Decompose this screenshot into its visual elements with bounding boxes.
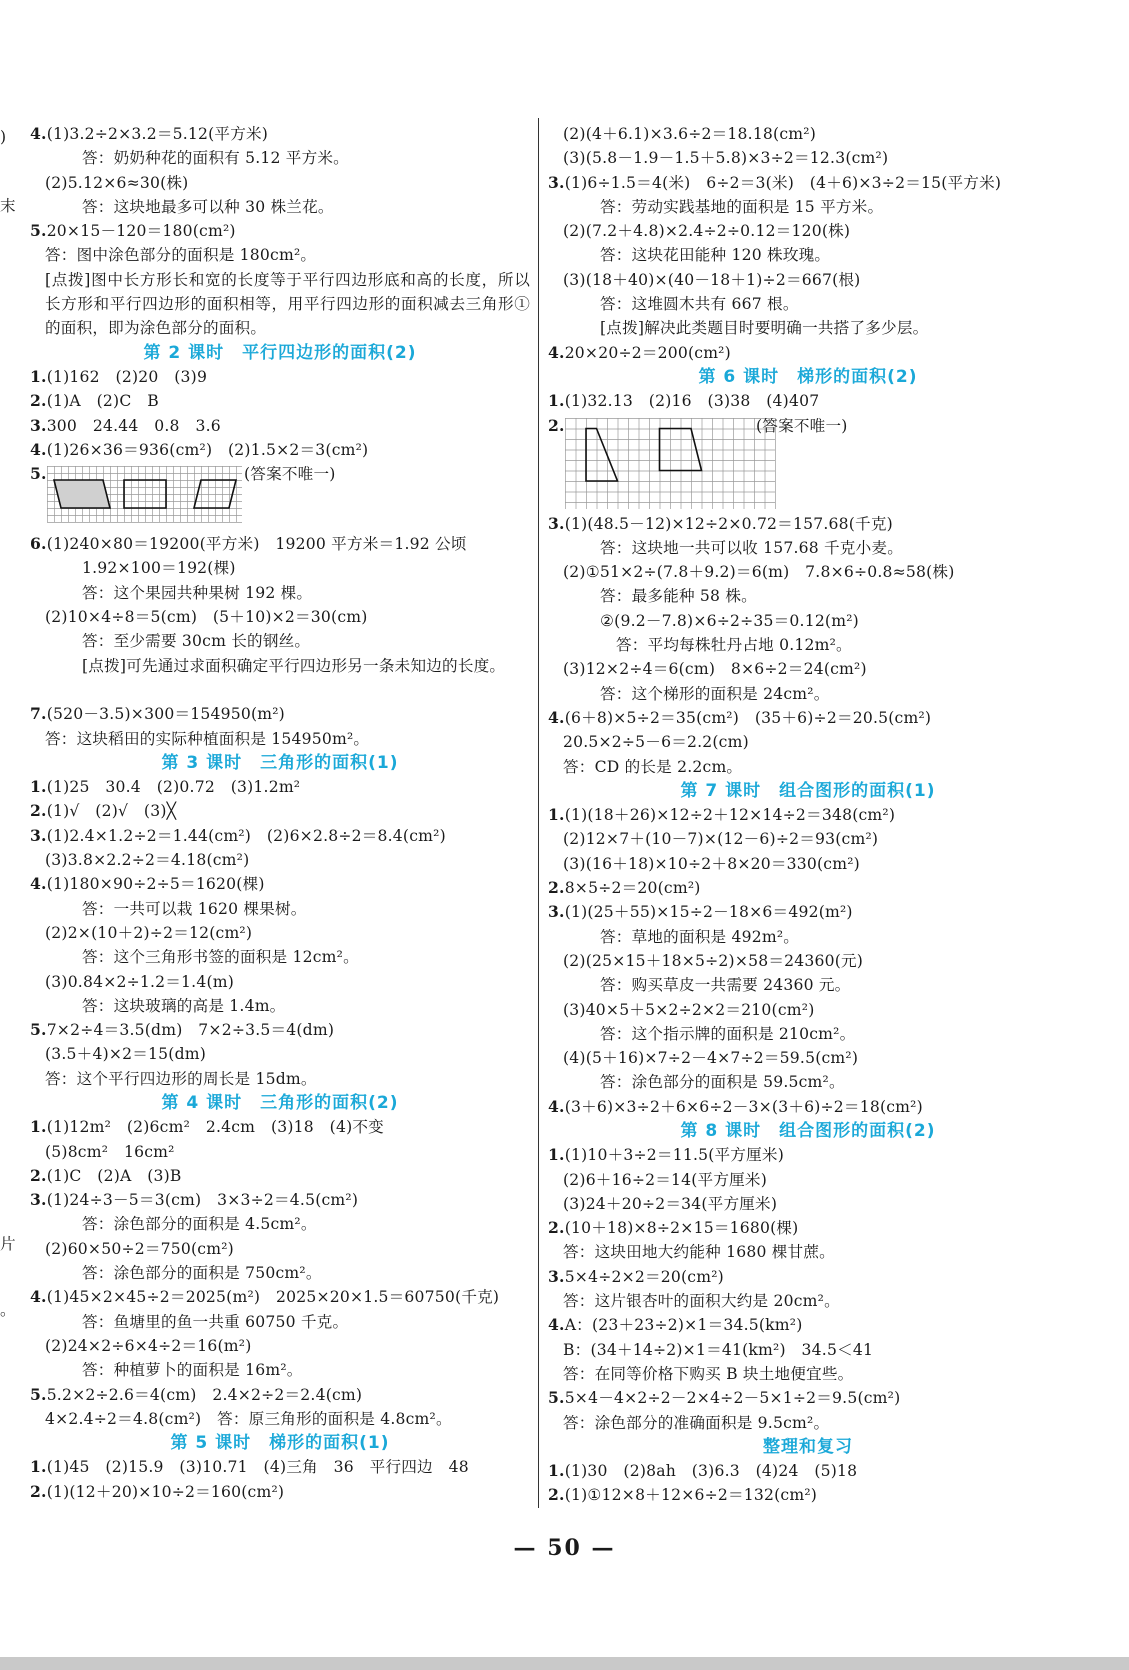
answer-line	[548, 1411, 1068, 1435]
answer-line	[30, 727, 530, 751]
answer-text: (1)A (2)C B	[46, 392, 159, 411]
answer-line	[548, 1070, 1068, 1094]
answer-text: 7×2÷4＝3.5(dm) 7×2÷3.5＝4(dm)	[46, 1021, 335, 1040]
answer-text: 答：这块田地大约能种 1680 棵甘蔗。	[563, 1243, 835, 1262]
answer-line	[30, 195, 530, 219]
answer-text: (1)C (2)A (3)B	[46, 1166, 182, 1185]
answer-line	[548, 1095, 1068, 1119]
answer-line	[548, 1022, 1068, 1046]
answer-line	[30, 1285, 530, 1309]
question-number: 2.	[30, 1481, 47, 1501]
page-number: — 50 —	[513, 1535, 616, 1561]
answer-text: (5)8cm² 16cm²	[45, 1142, 175, 1161]
answer-text: (1)12m² (2)6cm² 2.4cm (3)18 (4)不变	[46, 1118, 384, 1137]
answer-line	[548, 609, 1068, 633]
answer-line	[30, 848, 530, 872]
answer-line	[548, 1289, 1068, 1313]
answer-line	[30, 532, 530, 556]
answer-text: 答：草地的面积是 492m²。	[600, 927, 800, 946]
answer-text: 4×2.4÷2＝4.8(cm²) 答：原三角形的面积是 4.8cm²。	[45, 1409, 452, 1428]
question-number: 2.	[30, 1165, 47, 1185]
answer-line	[30, 365, 530, 389]
question-number: 4.	[30, 439, 47, 459]
section-heading: 第 7 课时 组合图形的面积(1)	[680, 780, 936, 801]
answer-line	[30, 1018, 530, 1042]
answer-text: (520－3.5)×300＝154950(m²)	[46, 705, 285, 724]
question-number: 3.	[30, 1190, 47, 1210]
answer-text: 答：劳动实践基地的面积是 15 平方米。	[600, 197, 884, 216]
right-column	[548, 122, 1068, 1508]
answer-line	[548, 1168, 1068, 1192]
left-edge-fragment-2: 末	[0, 197, 16, 215]
question-number: 4.	[548, 1096, 565, 1116]
answer-line	[548, 1143, 1068, 1167]
question-number: 4.	[548, 707, 565, 727]
answer-line	[548, 146, 1068, 170]
answer-text: (4)(5＋16)×7÷2－4×7÷2＝59.5(cm²)	[563, 1049, 859, 1068]
answer-line	[548, 389, 1068, 413]
answer-text: 答：这块地一共可以收 157.68 千克小麦。	[600, 538, 903, 557]
answer-text: 答：这堆圆木共有 667 根。	[600, 295, 799, 314]
answer-text: 20.5×2÷5－6＝2.2(cm)	[563, 733, 749, 752]
answer-line	[548, 219, 1068, 243]
answer-line	[548, 1459, 1068, 1483]
answer-text: 1.92×100＝192(棵)	[82, 559, 236, 578]
answer-line	[30, 1140, 530, 1164]
answer-text: (1)10＋3÷2＝11.5(平方厘米)	[564, 1146, 784, 1165]
answer-text: 答：最多能种 58 株。	[600, 587, 757, 606]
answer-line	[30, 389, 530, 413]
answer-text: (3)24＋20÷2＝34(平方厘米)	[563, 1194, 778, 1213]
question-number: 2.	[30, 391, 47, 411]
answer-line	[548, 1483, 1068, 1507]
parallelogram-grid-answer	[30, 462, 530, 532]
question-number: 3.	[30, 825, 47, 845]
question-number: 5.	[548, 1388, 565, 1408]
question-number: 4.	[30, 1287, 47, 1307]
question-number: 1.	[30, 1117, 47, 1137]
left-edge-fragment-3: 片	[0, 1235, 16, 1253]
answer-line	[30, 414, 530, 438]
answer-text: 答：这个指示牌的面积是 210cm²。	[600, 1024, 856, 1043]
answer-text: [点拨]解决此类题目时要明确一共搭了多少层。	[600, 319, 929, 338]
answer-line	[548, 195, 1068, 219]
question-number: 2.	[548, 878, 565, 898]
grid-drawing	[565, 418, 775, 509]
answer-text: 答：种植萝卜的面积是 16m²。	[82, 1361, 303, 1380]
trapezoid-isosceles	[660, 428, 702, 470]
answer-line	[548, 560, 1068, 584]
answer-text: (3)0.84×2÷1.2＝1.4(m)	[45, 972, 235, 991]
answer-text: (1)162 (2)20 (3)9	[46, 367, 208, 386]
answer-text: 8×5÷2＝20(cm²)	[564, 879, 701, 898]
section-heading: 第 5 课时 梯形的面积(1)	[170, 1433, 390, 1454]
answer-text: (3)12×2÷4＝6(cm) 8×6÷2＝24(cm²)	[563, 660, 867, 679]
section-heading: 第 2 课时 平行四边形的面积(2)	[143, 342, 417, 363]
answer-line	[548, 803, 1068, 827]
answer-text: [点拨]图中长方形长和宽的长度等于平行四边形底和高的长度，所以长方形和平行四边形的面积相等，用平行四边形的面积减去三角形①的面积，即为涂色部分的面积。	[45, 270, 530, 338]
answer-text: ②(9.2－7.8)×6÷2÷35＝0.12(m²)	[600, 611, 859, 630]
answer-line	[30, 219, 530, 243]
question-number: 3.	[548, 172, 565, 192]
answer-text: 答：这片银杏叶的面积大约是 20cm²。	[563, 1292, 840, 1311]
answer-text: (2)(4＋6.1)×3.6÷2＝18.18(cm²)	[563, 125, 816, 143]
left-column	[30, 122, 530, 1504]
left-edge-fragment-1: )	[0, 128, 7, 146]
answer-line	[30, 775, 530, 799]
question-number: 4.	[30, 124, 47, 143]
answer-text: (1)√ (2)√ (3)╳	[46, 802, 177, 821]
answer-line	[548, 341, 1068, 365]
answer-line	[548, 584, 1068, 608]
question-number: 4.	[548, 1315, 565, 1335]
answer-text: (1)6÷1.5＝4(米) 6÷2＝3(米) (4＋6)×3÷2＝15(平方米)	[564, 173, 1002, 192]
answer-text: [点拨]可先通过求面积确定平行四边形另一条未知边的长度。	[82, 656, 506, 675]
answer-line	[30, 1455, 530, 1479]
answer-line	[30, 146, 530, 170]
answer-text: (1)25 30.4 (2)0.72 (3)1.2m²	[46, 778, 301, 797]
answer-line	[548, 536, 1068, 560]
question-number: 3.	[548, 1266, 565, 1286]
answer-line	[30, 629, 530, 653]
answer-line	[30, 1042, 530, 1066]
answer-text: (3)(5.8－1.9－1.5＋5.8)×3÷2＝12.3(cm²)	[563, 149, 889, 168]
answer-text: 答：这个果园共种果树 192 棵。	[82, 583, 313, 602]
answer-line	[548, 1313, 1068, 1337]
answer-text: (3)40×5＋5×2÷2×2＝210(cm²)	[563, 1000, 815, 1019]
answer-line	[30, 171, 530, 195]
answer-text: 答：平均每株牡丹占地 0.12m²。	[616, 636, 852, 655]
section-heading: 第 3 课时 三角形的面积(1)	[161, 752, 399, 773]
question-number: 5.	[30, 1384, 47, 1404]
answer-text: A：(23＋23÷2)×1＝34.5(km²)	[564, 1316, 803, 1335]
answer-text: (1)180×90÷2÷5＝1620(棵)	[46, 875, 265, 894]
answer-text: (3)3.8×2.2÷2＝4.18(cm²)	[45, 851, 250, 870]
left-edge-fragment-4: 。	[0, 1301, 16, 1319]
answer-line	[548, 316, 1068, 340]
answer-line	[30, 1383, 530, 1407]
answer-text: 5×4－4×2÷2－2×4÷2－5×1÷2＝9.5(cm²)	[564, 1389, 901, 1408]
answer-line	[30, 243, 530, 267]
answer-text: (1)(12＋20)×10÷2＝160(cm²)	[46, 1482, 285, 1501]
answer-text: 答：这个梯形的面积是 24cm²。	[600, 684, 830, 703]
answer-text: (2)(25×15＋18×5÷2)×58＝24360(元)	[563, 951, 864, 970]
answer-line	[30, 994, 530, 1018]
answer-text: 答：涂色部分的面积是 59.5cm²。	[600, 1073, 845, 1092]
answer-line	[30, 1480, 530, 1504]
answer-line	[548, 998, 1068, 1022]
answer-line	[548, 852, 1068, 876]
answer-text: 答：图中涂色部分的面积是 180cm²。	[45, 246, 317, 265]
answer-text: 答：涂色部分的面积是 750cm²。	[82, 1264, 322, 1283]
question-number: 1.	[548, 1145, 565, 1165]
question-number: 2.	[548, 415, 565, 435]
answer-line	[548, 706, 1068, 730]
answer-line	[30, 556, 530, 580]
answer-line	[30, 581, 530, 605]
answer-line	[30, 1115, 530, 1139]
answer-line	[548, 1362, 1068, 1386]
answer-text: 答：购买草皮一共需要 24360 元。	[600, 976, 851, 995]
answer-text: (1)①12×8＋12×6÷2＝132(cm²)	[564, 1486, 818, 1505]
answer-line	[30, 1310, 530, 1334]
answer-text: (2)2×(10＋2)÷2＝12(cm²)	[45, 923, 253, 942]
question-number: 4.	[548, 342, 565, 362]
answer-text: 答：这个平行四边形的周长是 15dm。	[45, 1069, 317, 1088]
answer-text: 答：CD 的长是 2.2cm。	[563, 757, 743, 776]
answer-line	[548, 243, 1068, 267]
answer-text: 答：这块玻璃的高是 1.4m。	[82, 996, 286, 1015]
answer-line	[30, 1237, 530, 1261]
answer-text: (1)(48.5－12)×12÷2×0.72＝157.68(千克)	[564, 514, 893, 533]
column-divider	[538, 118, 539, 1508]
answer-text: (1)(25＋55)×15÷2－18×6＝492(m²)	[564, 903, 853, 922]
answer-note: (答案不唯一)	[244, 465, 336, 484]
answer-text: (3)(18＋40)×(40－18＋1)÷2＝667(根)	[563, 270, 861, 289]
answer-text: 5.2×2÷2.6＝4(cm) 2.4×2÷2＝2.4(cm)	[46, 1385, 363, 1404]
answer-text: 答：奶奶种花的面积有 5.12 平方米。	[82, 149, 349, 168]
answer-line	[30, 921, 530, 945]
answer-text: (2)60×50÷2＝750(cm²)	[45, 1239, 234, 1258]
answer-text: (2)12×7＋(10－7)×(12－6)÷2＝93(cm²)	[563, 830, 879, 849]
answer-text: 答：这个三角形书签的面积是 12cm²。	[82, 948, 359, 967]
answer-text: B：(34＋14÷2)×1＝41(km²) 34.5＜41	[563, 1340, 874, 1359]
answer-text: (2)(7.2＋4.8)×2.4÷2÷0.12＝120(株)	[563, 222, 851, 241]
answer-note: (答案不唯一)	[756, 416, 848, 435]
question-number: 6.	[30, 534, 47, 554]
question-number: 5.	[30, 1020, 47, 1040]
answer-text: 答：鱼塘里的鱼一共重 60750 千克。	[82, 1312, 349, 1331]
answer-line	[548, 755, 1068, 779]
hint-paragraph	[30, 268, 530, 341]
answer-text: 答：涂色部分的准确面积是 9.5cm²。	[563, 1413, 830, 1432]
answer-line	[548, 1216, 1068, 1240]
answer-text: (1)26×36＝936(cm²) (2)1.5×2＝3(cm²)	[46, 440, 369, 459]
answer-line	[548, 122, 1068, 146]
answer-line	[30, 799, 530, 823]
trapezoid-grid-answer	[548, 414, 1068, 512]
question-number: 3.	[548, 513, 565, 533]
answer-text: (1)24÷3－5＝3(cm) 3×3÷2＝4.5(cm²)	[46, 1191, 359, 1210]
answer-line	[30, 122, 530, 146]
answer-line	[30, 1164, 530, 1188]
answer-text: (1)30 (2)8ah (3)6.3 (4)24 (5)18	[564, 1462, 858, 1481]
answer-text: (2)①51×2÷(7.8＋9.2)＝6(m) 7.8×6÷0.8≈58(株)	[563, 563, 955, 582]
answer-line	[548, 1386, 1068, 1410]
answer-line	[30, 1334, 530, 1358]
answer-line	[548, 876, 1068, 900]
answer-line	[30, 897, 530, 921]
answer-line	[548, 827, 1068, 851]
answer-text: (2)5.12×6≈30(株)	[45, 173, 189, 192]
question-number: 2.	[548, 1218, 565, 1238]
answer-text: (3＋6)×3÷2＋6×6÷2－3×(3＋6)÷2＝18(cm²)	[564, 1097, 923, 1116]
answer-line	[548, 925, 1068, 949]
question-number: 3.	[548, 902, 565, 922]
answer-text: (2)10×4÷8＝5(cm) (5＋10)×2＝30(cm)	[45, 608, 368, 627]
answer-text: 答：在同等价格下购买 B 块土地便宜些。	[563, 1364, 854, 1383]
question-number: 5.	[30, 221, 47, 241]
answer-text: 答：至少需要 30cm 长的钢丝。	[82, 632, 311, 651]
answer-text: (1)32.13 (2)16 (3)38 (4)407	[564, 392, 820, 411]
answer-text: 答：一共可以栽 1620 棵果树。	[82, 899, 307, 918]
hint-paragraph	[30, 654, 530, 703]
answer-line	[30, 1261, 530, 1285]
answer-line	[548, 292, 1068, 316]
question-number: 1.	[548, 1461, 565, 1481]
answer-line	[30, 1407, 530, 1431]
question-number: 3.	[30, 415, 47, 435]
answer-line	[30, 605, 530, 629]
section-heading: 第 8 课时 组合图形的面积(2)	[680, 1120, 936, 1141]
answer-line	[548, 633, 1068, 657]
answer-line	[548, 1338, 1068, 1362]
answer-line	[548, 973, 1068, 997]
question-number: 1.	[30, 366, 47, 386]
answer-line	[548, 657, 1068, 681]
answer-text: (1)45 (2)15.9 (3)10.71 (4)三角 36 平行四边 48	[46, 1458, 469, 1477]
answer-line	[30, 438, 530, 462]
answer-line	[548, 171, 1068, 195]
answer-line	[548, 1192, 1068, 1216]
answer-line	[30, 1358, 530, 1382]
answer-line	[548, 1265, 1068, 1289]
answer-text: (3)(16＋18)×10÷2＋8×20＝330(cm²)	[563, 854, 860, 873]
answer-line	[30, 1212, 530, 1236]
grid-drawing	[47, 466, 242, 522]
answer-line	[548, 949, 1068, 973]
answer-text: (2)24×2÷6×4÷2＝16(m²)	[45, 1336, 252, 1355]
answer-text: 300 24.44 0.8 3.6	[46, 416, 221, 435]
bottom-scan-edge	[0, 1657, 1129, 1670]
answer-line	[548, 730, 1068, 754]
answer-text: (6＋8)×5÷2＝35(cm²) (35＋6)÷2＝20.5(cm²)	[564, 708, 932, 727]
section-heading: 第 4 课时 三角形的面积(2)	[161, 1092, 399, 1113]
trapezoid-right-angle	[586, 428, 618, 481]
answer-text: 20×20÷2＝200(cm²)	[564, 343, 731, 362]
answer-line	[548, 900, 1068, 924]
question-number: 1.	[548, 391, 565, 411]
answer-text: 5×4÷2×2＝20(cm²)	[564, 1267, 724, 1286]
question-number: 4.	[30, 874, 47, 894]
question-number: 2.	[548, 1485, 565, 1505]
answer-text: 答：这块稻田的实际种植面积是 154950m²。	[45, 729, 370, 748]
answer-line	[30, 1067, 530, 1091]
answer-line	[548, 512, 1068, 536]
answer-text: (1)3.2÷2×3.2＝5.12(平方米)	[46, 125, 269, 143]
shaded-parallelogram	[54, 480, 110, 508]
answer-text: 答：这块花田能种 120 株玫瑰。	[600, 246, 831, 265]
section-heading: 第 6 课时 梯形的面积(2)	[698, 366, 918, 387]
answer-line	[548, 1240, 1068, 1264]
section-heading: 整理和复习	[763, 1436, 853, 1457]
answer-text: (1)(18＋26)×12÷2＋12×14÷2＝348(cm²)	[564, 806, 896, 825]
answer-text: 20×15－120＝180(cm²)	[46, 222, 236, 241]
answer-line	[30, 702, 530, 726]
answer-text: (1)45×2×45÷2＝2025(m²) 2025×20×1.5＝60750(千克)	[46, 1288, 500, 1307]
answer-line	[30, 945, 530, 969]
answer-text: 答：涂色部分的面积是 4.5cm²。	[82, 1215, 317, 1234]
question-number: 7.	[30, 704, 47, 724]
answer-text: (2)6＋16÷2＝14(平方厘米)	[563, 1170, 768, 1189]
answer-text: (10＋18)×8÷2×15＝1680(棵)	[564, 1219, 799, 1238]
answer-line	[548, 1046, 1068, 1070]
question-number: 1.	[30, 1457, 47, 1477]
answer-text: 答：这块地最多可以种 30 株兰花。	[82, 197, 334, 216]
answer-text: (1)2.4×1.2÷2＝1.44(cm²) (2)6×2.8÷2＝8.4(cm²)	[46, 826, 446, 845]
answer-text: (3.5＋4)×2＝15(dm)	[45, 1045, 207, 1064]
answer-line	[30, 970, 530, 994]
answer-line	[30, 872, 530, 896]
answer-text: (1)240×80＝19200(平方米) 19200 平方米＝1.92 公顷	[46, 535, 467, 554]
answer-line	[548, 682, 1068, 706]
answer-line	[30, 824, 530, 848]
question-number: 1.	[30, 777, 47, 797]
answer-line	[548, 268, 1068, 292]
question-number: 5.	[30, 464, 47, 484]
question-number: 2.	[30, 801, 47, 821]
answer-line	[30, 1188, 530, 1212]
question-number: 1.	[548, 805, 565, 825]
